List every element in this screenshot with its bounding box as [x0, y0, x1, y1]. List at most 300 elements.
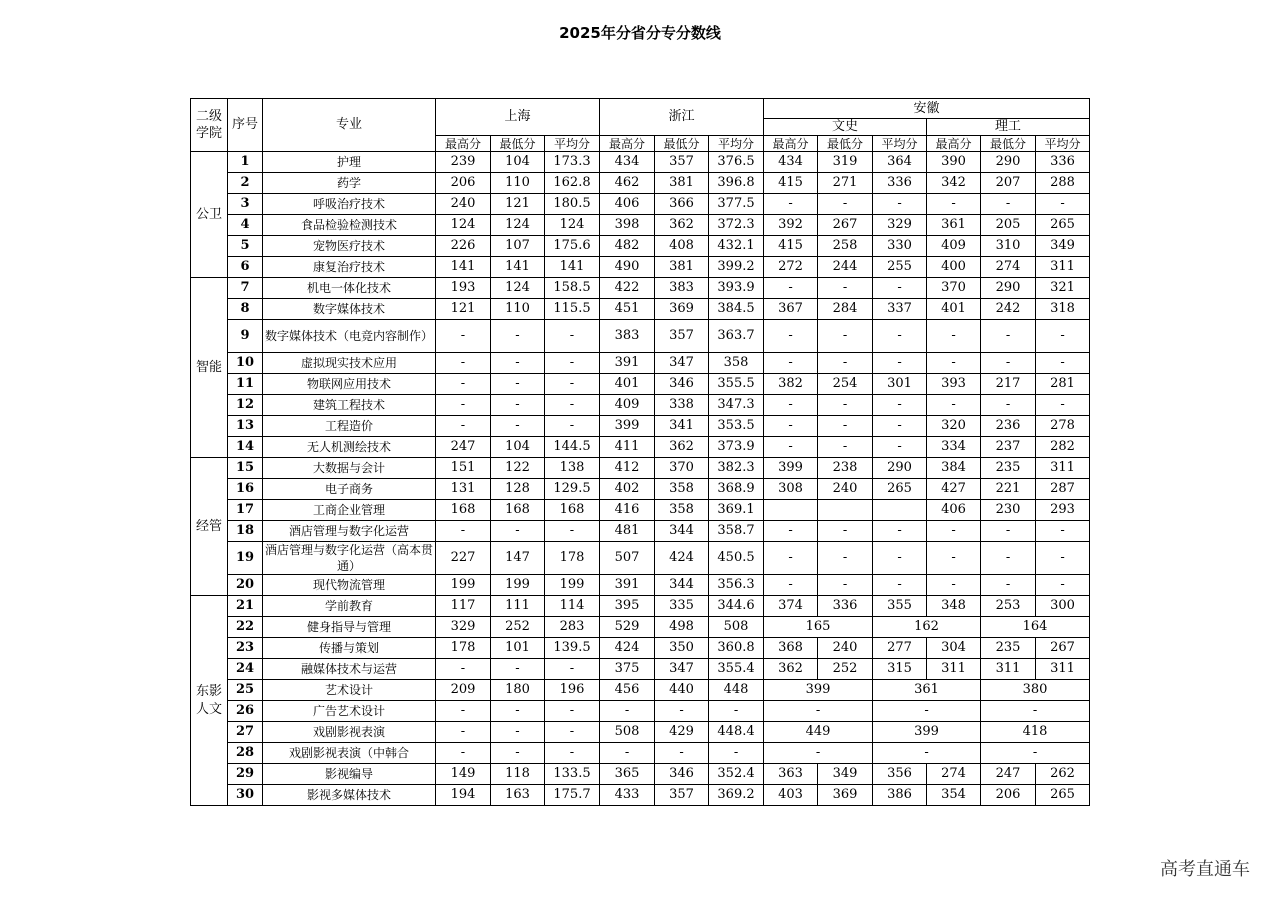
score-cell: 175.6	[545, 236, 600, 257]
score-cell: 372.3	[709, 215, 764, 236]
score-cell: 129.5	[545, 479, 600, 500]
table-row	[191, 542, 1090, 575]
score-cell: 110	[491, 173, 545, 194]
score-cell: 381	[655, 257, 709, 278]
major-cell: 酒店管理与数字化运营（高本贯通）	[263, 542, 436, 575]
merged-score-cell: 399	[764, 680, 873, 701]
score-cell: 399.2	[709, 257, 764, 278]
score-cell: 128	[491, 479, 545, 500]
seq-cell: 10	[228, 353, 263, 374]
merged-score-cell: 418	[981, 722, 1090, 743]
score-cell: 193	[436, 278, 491, 299]
header-anhui: 安徽	[764, 99, 1090, 119]
major-cell: 酒店管理与数字化运营	[263, 521, 436, 542]
score-cell: 456	[600, 680, 655, 701]
score-cell: 376.5	[709, 152, 764, 173]
score-cell: -	[436, 395, 491, 416]
score-cell: 400	[927, 257, 981, 278]
score-cell: 507	[600, 542, 655, 575]
score-cell: 138	[545, 458, 600, 479]
score-cell: -	[764, 353, 818, 374]
header-avg: 平均分	[873, 136, 927, 152]
table-row	[191, 353, 1090, 374]
score-cell: 369	[655, 299, 709, 320]
table-row	[191, 215, 1090, 236]
score-cell: 391	[600, 575, 655, 596]
score-cell: -	[764, 320, 818, 353]
score-cell: 367	[764, 299, 818, 320]
table-row	[191, 278, 1090, 299]
major-cell: 学前教育	[263, 596, 436, 617]
table-row	[191, 764, 1090, 785]
score-cell: 311	[981, 659, 1036, 680]
score-cell: -	[764, 521, 818, 542]
score-cell: 415	[764, 173, 818, 194]
score-cell: -	[436, 722, 491, 743]
major-cell: 现代物流管理	[263, 575, 436, 596]
score-cell: 377.5	[709, 194, 764, 215]
score-cell: 375	[600, 659, 655, 680]
score-cell: 409	[600, 395, 655, 416]
score-cell: -	[818, 395, 873, 416]
score-cell: 358	[655, 479, 709, 500]
score-cell: 283	[545, 617, 600, 638]
merged-score-cell: 361	[873, 680, 981, 701]
score-cell: -	[436, 521, 491, 542]
score-cell: 101	[491, 638, 545, 659]
score-cell: 350	[655, 638, 709, 659]
score-cell: 396.8	[709, 173, 764, 194]
score-cell: -	[491, 722, 545, 743]
score-cell: -	[764, 416, 818, 437]
score-cell: -	[545, 743, 600, 764]
score-cell: -	[818, 416, 873, 437]
score-cell: 117	[436, 596, 491, 617]
score-cell: 311	[927, 659, 981, 680]
score-cell: -	[873, 575, 927, 596]
score-cell: -	[491, 395, 545, 416]
score-cell: 433	[600, 785, 655, 806]
score-cell: 336	[873, 173, 927, 194]
seq-cell: 27	[228, 722, 263, 743]
seq-cell: 15	[228, 458, 263, 479]
seq-cell: 16	[228, 479, 263, 500]
score-cell: -	[436, 416, 491, 437]
score-cell: 353.5	[709, 416, 764, 437]
score-cell: 124	[491, 278, 545, 299]
score-cell: 311	[1036, 458, 1090, 479]
seq-cell: 21	[228, 596, 263, 617]
major-cell: 康复治疗技术	[263, 257, 436, 278]
score-cell: 365	[600, 764, 655, 785]
score-cell: 311	[1036, 659, 1090, 680]
seq-cell: 24	[228, 659, 263, 680]
score-cell: -	[927, 575, 981, 596]
score-cell	[818, 500, 873, 521]
seq-cell: 18	[228, 521, 263, 542]
score-cell: 274	[981, 257, 1036, 278]
major-cell: 融媒体技术与运营	[263, 659, 436, 680]
score-cell: 361	[927, 215, 981, 236]
score-cell: -	[981, 194, 1036, 215]
major-cell: 数字媒体技术（电竞内容制作）	[263, 320, 436, 353]
score-cell: 230	[981, 500, 1036, 521]
table-row	[191, 785, 1090, 806]
score-cell: -	[545, 722, 600, 743]
score-cell: -	[927, 521, 981, 542]
score-cell: 344	[655, 521, 709, 542]
seq-cell: 26	[228, 701, 263, 722]
major-cell: 食品检验检测技术	[263, 215, 436, 236]
page-title: 2025年分省分专分数线	[559, 24, 721, 42]
merged-score-cell: -	[981, 743, 1090, 764]
score-cell: 357	[655, 320, 709, 353]
score-cell: 336	[818, 596, 873, 617]
score-cell: -	[981, 521, 1036, 542]
major-cell: 物联网应用技术	[263, 374, 436, 395]
score-cell: 335	[655, 596, 709, 617]
score-cell: 168	[436, 500, 491, 521]
score-cell: 287	[1036, 479, 1090, 500]
score-cell: 416	[600, 500, 655, 521]
major-cell: 无人机测绘技术	[263, 437, 436, 458]
header-max: 最高分	[436, 136, 491, 152]
score-cell: -	[491, 416, 545, 437]
score-cell: 267	[1036, 638, 1090, 659]
score-cell: 284	[818, 299, 873, 320]
major-cell: 工商企业管理	[263, 500, 436, 521]
seq-cell: 28	[228, 743, 263, 764]
score-cell: 383	[600, 320, 655, 353]
score-cell: -	[873, 353, 927, 374]
score-cell: 363	[764, 764, 818, 785]
score-cell: 398	[600, 215, 655, 236]
score-cell: 395	[600, 596, 655, 617]
score-cell: 422	[600, 278, 655, 299]
score-cell: -	[545, 416, 600, 437]
score-cell: 347	[655, 659, 709, 680]
major-cell: 虚拟现实技术应用	[263, 353, 436, 374]
score-cell: 409	[927, 236, 981, 257]
score-cell: 301	[873, 374, 927, 395]
score-cell: 357	[655, 152, 709, 173]
score-cell: 265	[1036, 785, 1090, 806]
score-cell: 300	[1036, 596, 1090, 617]
seq-cell: 22	[228, 617, 263, 638]
score-cell: 121	[436, 299, 491, 320]
major-cell: 数字媒体技术	[263, 299, 436, 320]
score-cell: -	[981, 575, 1036, 596]
merged-score-cell: 380	[981, 680, 1090, 701]
merged-score-cell: -	[764, 743, 873, 764]
score-cell: -	[873, 542, 927, 575]
score-cell: 253	[981, 596, 1036, 617]
score-cell: -	[873, 521, 927, 542]
score-cell: 178	[436, 638, 491, 659]
score-cell: 412	[600, 458, 655, 479]
score-cell: 133.5	[545, 764, 600, 785]
header-max: 最高分	[764, 136, 818, 152]
score-cell: 462	[600, 173, 655, 194]
score-cell: 448	[709, 680, 764, 701]
score-cell: 337	[873, 299, 927, 320]
score-cell: 399	[600, 416, 655, 437]
merged-score-cell: 164	[981, 617, 1090, 638]
score-cell: 168	[545, 500, 600, 521]
table-row	[191, 521, 1090, 542]
seq-cell: 7	[228, 278, 263, 299]
table-row	[191, 395, 1090, 416]
score-cell: 141	[491, 257, 545, 278]
score-cell: -	[927, 320, 981, 353]
score-cell: 199	[545, 575, 600, 596]
score-cell: 403	[764, 785, 818, 806]
score-cell: 226	[436, 236, 491, 257]
score-cell: 402	[600, 479, 655, 500]
score-cell: -	[1036, 521, 1090, 542]
score-cell: 168	[491, 500, 545, 521]
table-row	[191, 236, 1090, 257]
score-cell: 399	[764, 458, 818, 479]
score-cell: -	[981, 395, 1036, 416]
score-cell: 310	[981, 236, 1036, 257]
score-cell: -	[1036, 320, 1090, 353]
seq-cell: 8	[228, 299, 263, 320]
header-avg: 平均分	[709, 136, 764, 152]
score-cell: 240	[818, 638, 873, 659]
seq-cell: 23	[228, 638, 263, 659]
seq-cell: 5	[228, 236, 263, 257]
seq-cell: 4	[228, 215, 263, 236]
seq-cell: 12	[228, 395, 263, 416]
score-cell: -	[818, 320, 873, 353]
merged-score-cell: -	[873, 743, 981, 764]
score-cell: 240	[436, 194, 491, 215]
major-cell: 电子商务	[263, 479, 436, 500]
score-cell: -	[1036, 395, 1090, 416]
seq-cell: 17	[228, 500, 263, 521]
score-cell: -	[491, 701, 545, 722]
table-row	[191, 659, 1090, 680]
score-cell: 369.2	[709, 785, 764, 806]
score-cell: 508	[709, 617, 764, 638]
score-cell: -	[981, 542, 1036, 575]
header-zhejiang: 浙江	[600, 99, 764, 136]
score-cell: 386	[873, 785, 927, 806]
table-row	[191, 596, 1090, 617]
score-cell: 139.5	[545, 638, 600, 659]
score-cell: 104	[491, 437, 545, 458]
score-cell: 429	[655, 722, 709, 743]
score-cell: 104	[491, 152, 545, 173]
header-min: 最低分	[818, 136, 873, 152]
score-cell: 330	[873, 236, 927, 257]
header-major: 专业	[263, 99, 436, 152]
score-cell: 354	[927, 785, 981, 806]
score-cell: 406	[600, 194, 655, 215]
major-cell: 宠物医疗技术	[263, 236, 436, 257]
table-row	[191, 575, 1090, 596]
score-cell: -	[873, 194, 927, 215]
score-cell: -	[873, 395, 927, 416]
header-college: 二级学院	[191, 99, 228, 152]
score-cell: 482	[600, 236, 655, 257]
table-row	[191, 152, 1090, 173]
score-cell: 252	[491, 617, 545, 638]
score-cell: 282	[1036, 437, 1090, 458]
score-cell: -	[545, 353, 600, 374]
score-cell: 308	[764, 479, 818, 500]
score-cell	[764, 500, 818, 521]
score-cell: -	[1036, 542, 1090, 575]
score-cell: 346	[655, 374, 709, 395]
score-cell: 235	[981, 458, 1036, 479]
score-cell: 434	[600, 152, 655, 173]
score-cell: 194	[436, 785, 491, 806]
table-row	[191, 701, 1090, 722]
score-cell: 434	[764, 152, 818, 173]
score-cell: 369.1	[709, 500, 764, 521]
score-cell: 356	[873, 764, 927, 785]
score-cell: 432.1	[709, 236, 764, 257]
seq-cell: 2	[228, 173, 263, 194]
score-cell: 363.7	[709, 320, 764, 353]
score-cell: 131	[436, 479, 491, 500]
score-cell: 278	[1036, 416, 1090, 437]
score-cell: 481	[600, 521, 655, 542]
score-cell: 209	[436, 680, 491, 701]
major-cell: 传播与策划	[263, 638, 436, 659]
score-cell: 357	[655, 785, 709, 806]
score-cell: -	[1036, 194, 1090, 215]
score-cell: 329	[436, 617, 491, 638]
score-cell: -	[545, 701, 600, 722]
table-row	[191, 374, 1090, 395]
score-cell: 290	[981, 278, 1036, 299]
college-cell: 经管	[191, 458, 228, 596]
score-cell: 384.5	[709, 299, 764, 320]
score-cell: 149	[436, 764, 491, 785]
score-cell: -	[927, 194, 981, 215]
score-cell: 227	[436, 542, 491, 575]
table-row	[191, 617, 1090, 638]
score-cell: 244	[818, 257, 873, 278]
score-cell: -	[764, 437, 818, 458]
score-cell: -	[655, 743, 709, 764]
score-cell: -	[818, 575, 873, 596]
table-row	[191, 320, 1090, 353]
score-cell: 393	[927, 374, 981, 395]
score-cell: 347	[655, 353, 709, 374]
table-row	[191, 722, 1090, 743]
score-cell: -	[1036, 575, 1090, 596]
seq-cell: 11	[228, 374, 263, 395]
score-cell: -	[545, 374, 600, 395]
score-cell: 151	[436, 458, 491, 479]
score-cell: 293	[1036, 500, 1090, 521]
score-cell: -	[491, 659, 545, 680]
score-cell: 207	[981, 173, 1036, 194]
score-cell: -	[818, 542, 873, 575]
score-cell: -	[545, 320, 600, 353]
score-cell: 236	[981, 416, 1036, 437]
watermark: 高考直通车	[1160, 859, 1250, 880]
header-anhui-ligong: 理工	[927, 119, 1090, 136]
score-cell: 272	[764, 257, 818, 278]
seq-cell: 6	[228, 257, 263, 278]
score-cell: 318	[1036, 299, 1090, 320]
score-cell: -	[436, 374, 491, 395]
table-row	[191, 173, 1090, 194]
seq-cell: 29	[228, 764, 263, 785]
score-table	[190, 98, 1090, 806]
major-cell: 戏剧影视表演	[263, 722, 436, 743]
score-cell: 355	[873, 596, 927, 617]
score-cell: 373.9	[709, 437, 764, 458]
merged-score-cell: 449	[764, 722, 873, 743]
table-row	[191, 437, 1090, 458]
score-cell: 370	[655, 458, 709, 479]
score-cell: 115.5	[545, 299, 600, 320]
score-cell: 384	[927, 458, 981, 479]
score-cell: 141	[436, 257, 491, 278]
score-cell: -	[927, 395, 981, 416]
score-cell: -	[436, 320, 491, 353]
score-cell: 368	[764, 638, 818, 659]
merged-score-cell: -	[764, 701, 873, 722]
score-cell: 382.3	[709, 458, 764, 479]
score-cell: 360.8	[709, 638, 764, 659]
table-row	[191, 743, 1090, 764]
header-min: 最低分	[491, 136, 545, 152]
table-row	[191, 680, 1090, 701]
score-cell: 271	[818, 173, 873, 194]
score-cell: 383	[655, 278, 709, 299]
score-cell: 158.5	[545, 278, 600, 299]
seq-cell: 3	[228, 194, 263, 215]
score-cell: -	[436, 743, 491, 764]
score-cell: 274	[927, 764, 981, 785]
seq-cell: 9	[228, 320, 263, 353]
score-cell: 334	[927, 437, 981, 458]
score-cell: 118	[491, 764, 545, 785]
table-row	[191, 194, 1090, 215]
score-cell: 358.7	[709, 521, 764, 542]
major-cell: 戏剧影视表演（中韩合	[263, 743, 436, 764]
score-cell: 358	[655, 500, 709, 521]
score-cell: 336	[1036, 152, 1090, 173]
major-cell: 机电一体化技术	[263, 278, 436, 299]
score-cell: 370	[927, 278, 981, 299]
score-cell: 427	[927, 479, 981, 500]
score-cell: -	[927, 353, 981, 374]
score-cell: -	[818, 278, 873, 299]
score-cell: 355.5	[709, 374, 764, 395]
score-cell: 490	[600, 257, 655, 278]
score-cell: 508	[600, 722, 655, 743]
college-cell: 东影人文	[191, 596, 228, 806]
score-cell: 498	[655, 617, 709, 638]
score-cell: 221	[981, 479, 1036, 500]
score-cell: 362	[764, 659, 818, 680]
score-cell: 320	[927, 416, 981, 437]
score-cell: -	[491, 320, 545, 353]
score-cell: 349	[1036, 236, 1090, 257]
score-cell: 141	[545, 257, 600, 278]
score-cell: -	[491, 374, 545, 395]
major-cell: 建筑工程技术	[263, 395, 436, 416]
score-cell: 173.3	[545, 152, 600, 173]
